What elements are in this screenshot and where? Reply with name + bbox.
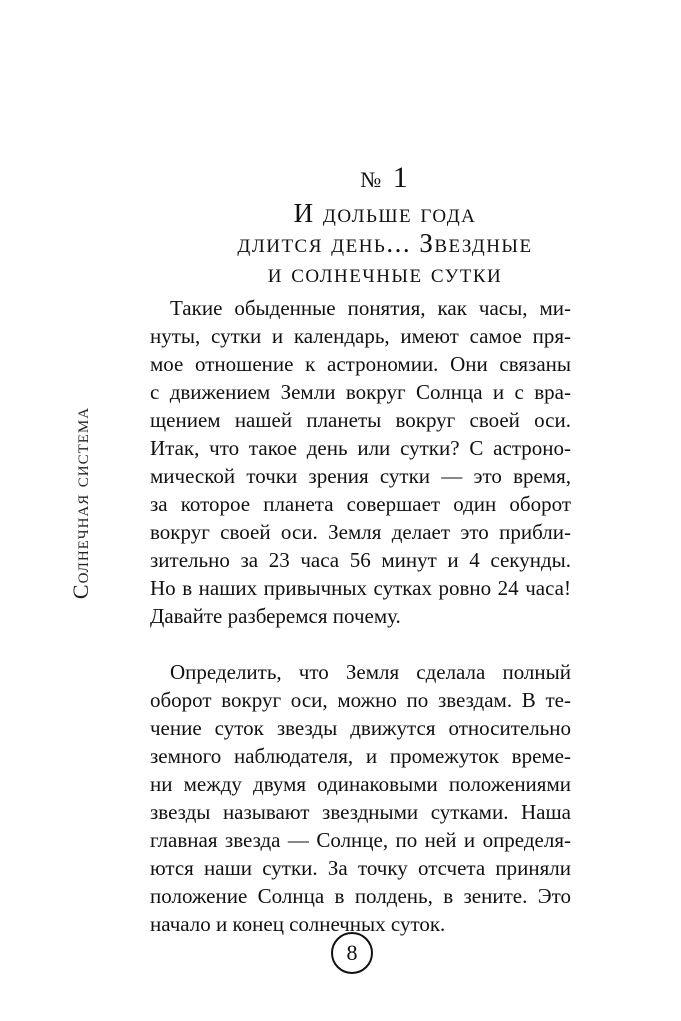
text-line: мое отношение к астрономии. Они связаны <box>150 352 571 376</box>
chapter-title-line: длится день... Звездные <box>237 228 533 258</box>
text-line: положение Солнца в полдень, в зените. Это <box>150 884 571 908</box>
text-line: Давайте разберемся почему. <box>150 604 401 628</box>
chapter-number <box>150 160 620 198</box>
text-line: главная звезда — Солнце, по ней и определя- <box>150 828 571 852</box>
chapter-heading <box>150 160 620 288</box>
text-line: звезды называют звездными сутками. Наша <box>150 800 571 824</box>
text-line: начало и конец солнечных суток. <box>150 912 446 936</box>
body-text <box>150 294 571 938</box>
text-line: вокруг своей оси. Земля делает это прибли- <box>150 520 571 544</box>
text-line: Но в наших привычных сутках ровно 24 часа! <box>150 576 571 600</box>
page-number: 8 <box>331 932 373 974</box>
text-line: земного наблюдателя, и промежуток време- <box>150 744 571 768</box>
number-sign: № <box>360 167 384 192</box>
text-line: Определить, что Земля сделала полный <box>170 660 571 684</box>
text-line: с движением Земли вокруг Солнца и с вра- <box>150 380 571 404</box>
running-header: Солнечная система <box>68 406 93 600</box>
paragraph-1 <box>150 294 571 630</box>
text-line: чение суток звезды движутся относительно <box>150 716 571 740</box>
chapter-title-line: и солнечные сутки <box>267 258 503 288</box>
text-line: мической точки зрения сутки — это время, <box>150 464 571 488</box>
chapter-number-value: 1 <box>392 161 410 194</box>
text-line: ются наши сутки. За точку отсчета приняли <box>150 856 571 880</box>
text-line: ни между двумя одинаковыми положениями <box>150 772 571 796</box>
text-line: Такие обыденные понятия, как часы, ми- <box>170 296 571 320</box>
chapter-title-line: И дольше года <box>293 198 477 228</box>
text-line: зительно за 23 часа 56 минут и 4 секунды. <box>150 548 571 572</box>
text-line: оборот вокруг оси, можно по звездам. В те- <box>150 688 571 712</box>
text-line: Итак, что такое день или сутки? С астроно- <box>150 436 571 460</box>
paragraph-2 <box>150 658 571 938</box>
text-line: за которое планета совершает один оборот <box>150 492 571 516</box>
text-line: щением нашей планеты вокруг своей оси. <box>150 408 571 432</box>
text-line: нуты, сутки и календарь, имеют самое пря- <box>150 324 571 348</box>
